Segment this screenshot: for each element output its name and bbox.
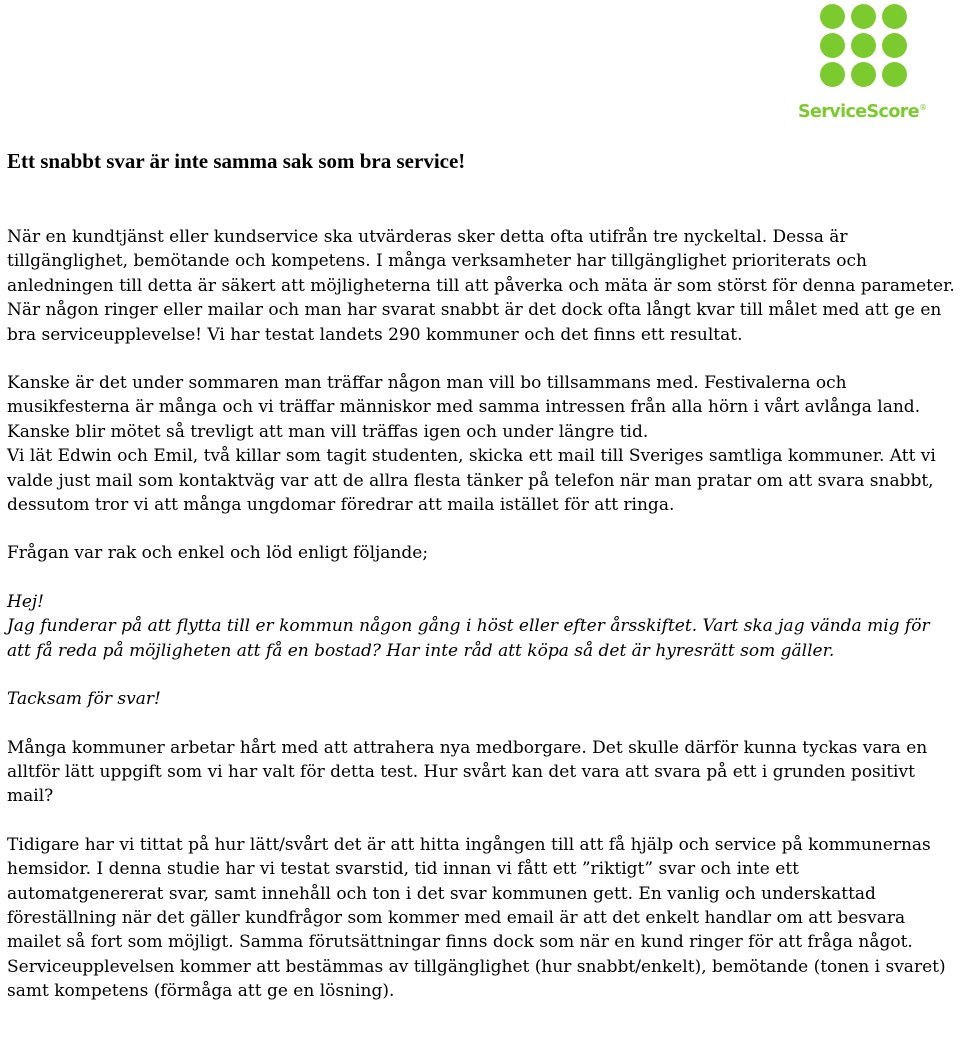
article-paragraph: Tidigare har vi tittat på hur lätt/svårt det är att hitta ingången till att få hjälp och service på kommunernas hemsidor. I denna studie har vi testat svarstid, tid innan vi fått ett ”riktigt” svar och inte ett automatgenererat svar, samt innehåll och ton i det svar kommunen gett. En vanlig och underskattad föreställning när det gäller kundfrågor som kommer med email är att det enkelt handlar om att besvara mailet så fort som möjligt. Samma förutsättningar finns dock som när en kund ringer för att fråga något. Serviceupplevelsen kommer att bestämmas av tillgänglighet (hur snabbt/enkelt), bemötande (tonen i svaret) samt kompetens (förmåga att ge en lösning). <box>7 834 946 1002</box>
article-paragraph: Kanske är det under sommaren man träffar någon man vill bo tillsammans med. Festivalerna och musikfesterna är många och vi träffar människor med samma intressen från alla hörn i vårt avlånga land. Kanske blir mötet så trevligt att man vill träffas igen och under längre tid. <box>7 373 921 442</box>
email-body: Jag funderar på att flytta till er kommun någon gång i höst eller efter årsskiftet. Vart ska jag vända mig för att få reda på möjligheten att få en bostad? Har inte råd att köpa så det är hyresrätt som gäller. <box>7 616 930 661</box>
logo-wordmark: ServiceScore® <box>798 102 927 122</box>
servicescore-logo <box>798 4 940 124</box>
article-title: Ett snabbt svar är inte samma sak som bra service! <box>7 149 466 173</box>
article-paragraph: När en kundtjänst eller kundservice ska utvärderas sker detta ofta utifrån tre nyckeltal. Dessa är tillgänglighet, bemötande och kompetens. I många verksamheter har tillgänglighet prioriterats och anledningen till detta är säkert att möjligheterna till att påverka och mäta är som störst för denna parameter. När någon ringer eller mailar och man har svarat snabbt är det dock ofta långt kvar till målet med att ge en bra serviceupplevelse! Vi har testat landets 290 kommuner och det finns ett resultat. <box>7 227 955 345</box>
article-paragraph: Många kommuner arbetar hårt med att attrahera nya medborgare. Det skulle därför kunna tyckas vara en alltför lätt uppgift som vi har valt för detta test. Hur svårt kan det vara att svara på ett i grunden positivt mail? <box>7 737 928 807</box>
logo-dot-grid-icon <box>820 4 910 90</box>
article-paragraph: Vi lät Edwin och Emil, två killar som tagit studenten, skicka ett mail till Sveriges samtliga kommuner. Att vi valde just mail som kontaktväg var att de allra flesta tänker på telefon när man pratar om att svara snabbt, dessutom tror vi att många ungdomar föredrar att maila istället för att ringa. <box>7 446 936 516</box>
email-greeting: Hej! <box>7 591 44 612</box>
email-closing: Tacksam för svar! <box>7 689 161 710</box>
article <box>7 146 955 1004</box>
article-paragraph: Frågan var rak och enkel och löd enligt följande; <box>7 543 429 564</box>
